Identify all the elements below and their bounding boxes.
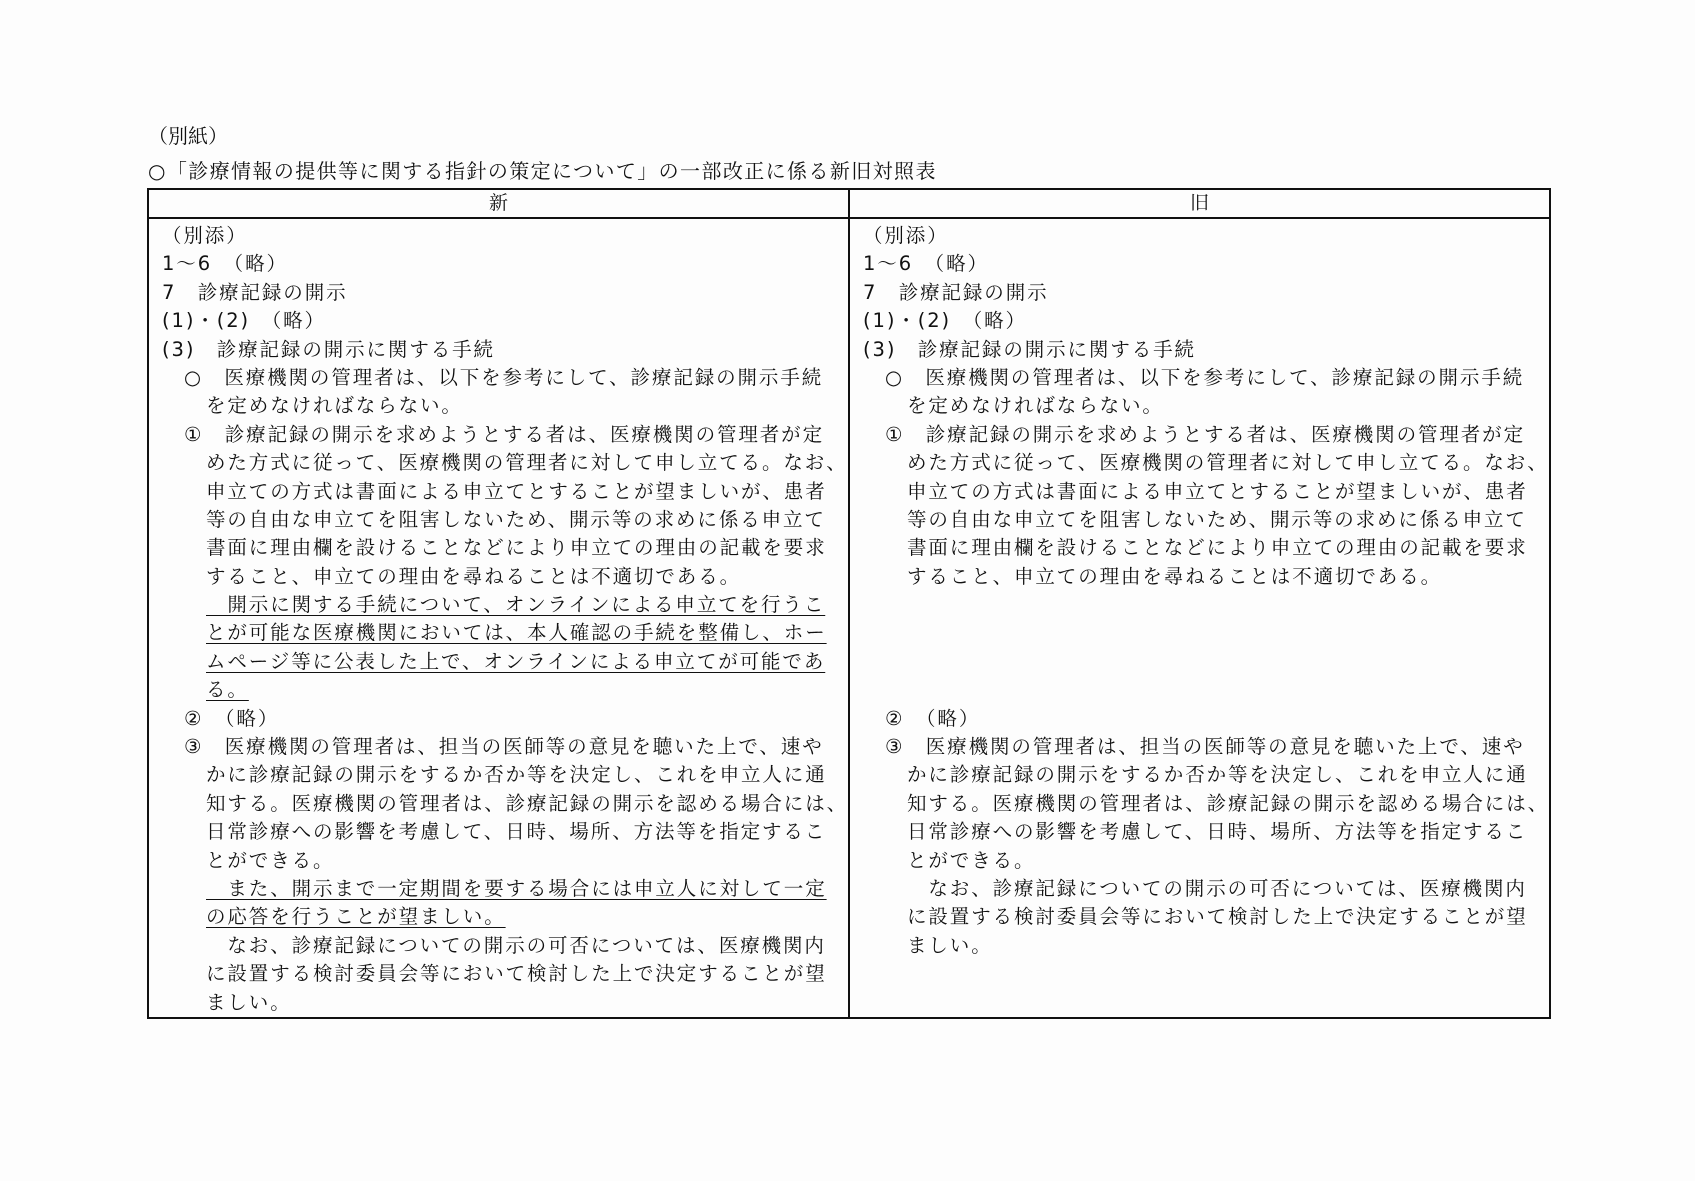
text-line: かに診療記録の開示をするか否か等を決定し、これを申立人に通 [907,763,1528,787]
text-line: ③ 医療機関の管理者は、担当の医師等の意見を聴いた上で、速や [885,735,1525,759]
text-line: 等の自由な申立てを阻害しないため、開示等の求めに係る申立て [206,507,826,531]
text-line: ましい。 [206,990,292,1014]
text-line: 申立ての方式は書面による申立てとすることが望ましいが、患者 [907,479,1528,503]
text-line: 日常診療への影響を考慮して、日時、場所、方法等を指定するこ [907,820,1528,844]
text-line: ましい。 [907,933,993,957]
text-line: 知する。医療機関の管理者は、診療記録の開示を認める場合には、 [907,791,1550,815]
text-line: ③ 医療機関の管理者は、担当の医師等の意見を聴いた上で、速や [184,735,824,759]
text-line: めた方式に従って、医療機関の管理者に対して申し立てる。なお、 [206,451,848,475]
text-line: ○ 医療機関の管理者は、以下を参考にして、診療記録の開示手続 [184,365,824,389]
old-text-cell [849,218,1550,1018]
text-line: すること、申立ての理由を尋ねることは不適切である。 [907,564,1443,588]
attachment-label: （別紙） [148,124,228,148]
text-line [863,619,1549,647]
text-line: とが可能な医療機関においては、本人確認の手続を整備し、ホー [206,621,827,645]
text-line: （別添） [162,224,248,247]
text-line: とができる。 [907,848,1036,872]
text-line: の応答を行うことが望ましい。 [206,905,506,929]
text-line [863,648,1549,676]
text-line: ○ 医療機関の管理者は、以下を参考にして、診療記録の開示手続 [885,365,1525,389]
new-text-cell [148,218,849,1018]
text-line: る。 [206,678,249,702]
column-header-old: 旧 [849,189,1550,218]
text-line: ② （略） [885,706,981,730]
text-line: ② （略） [184,706,280,730]
text-line: 7 診療記録の開示 [162,280,348,304]
text-line: 書面に理由欄を設けることなどにより申立ての理由の記載を要求 [907,536,1528,560]
text-line: (1)・(2) （略） [863,309,1027,333]
text-line: とができる。 [206,848,335,872]
text-line: を定めなければならない。 [206,394,463,418]
text-line: ムページ等に公表した上で、オンラインによる申立てが可能であ [206,649,826,673]
text-line: 1～6 （略） [162,252,288,276]
text-line: 書面に理由欄を設けることなどにより申立ての理由の記載を要求 [206,536,827,560]
text-line: かに診療記録の開示をするか否か等を決定し、これを申立人に通 [206,763,827,787]
text-line: 1～6 （略） [863,252,989,276]
text-line: 申立ての方式は書面による申立てとすることが望ましいが、患者 [206,479,827,503]
table-header-row [148,189,1550,218]
text-line: (3) 診療記録の開示に関する手続 [162,337,495,361]
text-line: すること、申立ての理由を尋ねることは不適切である。 [206,564,742,588]
column-header-new: 新 [148,189,849,218]
text-line: 7 診療記録の開示 [863,280,1049,304]
text-line: ① 診療記録の開示を求めようとする者は、医療機関の管理者が定 [184,422,824,446]
text-line: 開示に関する手続について、オンラインによる申立てを行うこ [206,593,826,617]
text-line: を定めなければならない。 [907,394,1164,418]
text-line [863,676,1549,704]
text-line: に設置する検討委員会等において検討した上で決定することが望 [907,905,1528,929]
comparison-table [147,188,1551,1019]
text-line: に設置する検討委員会等において検討した上で決定することが望 [206,962,827,986]
text-line: ① 診療記録の開示を求めようとする者は、医療機関の管理者が定 [885,422,1525,446]
document-title: ○「診療情報の提供等に関する指針の策定について」の一部改正に係る新旧対照表 [148,159,937,183]
text-line: （別添） [863,224,949,247]
text-line [863,591,1549,619]
text-line: 等の自由な申立てを阻害しないため、開示等の求めに係る申立て [907,507,1527,531]
text-line: (3) 診療記録の開示に関する手続 [863,337,1196,361]
text-line: (1)・(2) （略） [162,309,326,333]
table-body-row [148,218,1550,1018]
text-line: 日常診療への影響を考慮して、日時、場所、方法等を指定するこ [206,820,827,844]
text-line: なお、診療記録についての開示の可否については、医療機関内 [206,933,826,957]
text-line: 知する。医療機関の管理者は、診療記録の開示を認める場合には、 [206,791,849,815]
text-line: なお、診療記録についての開示の可否については、医療機関内 [907,876,1527,900]
text-line: めた方式に従って、医療機関の管理者に対して申し立てる。なお、 [907,451,1549,475]
text-line: また、開示まで一定期間を要する場合には申立人に対して一定 [206,876,827,900]
